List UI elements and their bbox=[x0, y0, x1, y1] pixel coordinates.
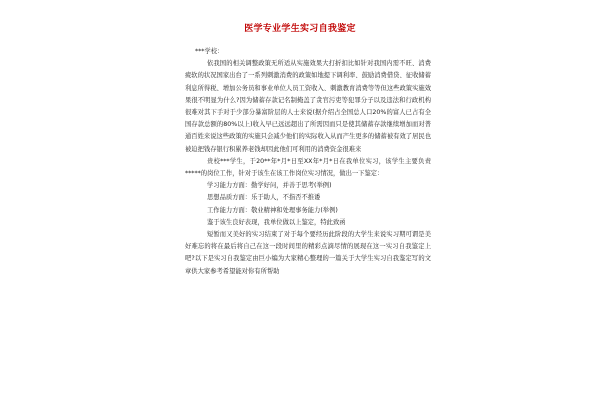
internship-paragraph: 贵校***学生，于20**年*月*日至XX年*月*日在我单位实习，该学生主要负责*****的岗位工作，针对于该生在该工作岗位实习情况，做出一下鉴定： bbox=[185, 157, 431, 178]
rating-character: 思想品质方面：乐于助人，不指否不推诿 bbox=[207, 194, 321, 202]
closing-paragraph: 短暂而又美好的实习结束了对于每个要经历此阶段的大学生来说实习期可谓是美好难忘的将在最后将自己在这一段时间里的精彩点滴尽情的展现在这一实习自我鉴定上吧?以下是实习自我鉴定由巨小编为大家精心整理的一篇关于大学生实习自我鉴定写的文章供大家参考希望能对你有所帮助 bbox=[185, 231, 431, 275]
rating-work: 工作能力方面：敬业精神和处理事务能力(举例) bbox=[207, 206, 338, 214]
rating-learning: 学习能力方面：勤学好问，并善于思考(举例) bbox=[207, 182, 332, 190]
document-body bbox=[185, 46, 431, 278]
rating-conclusion: 鉴于该生良好表现，我单位做以上鉴定，特此致函 bbox=[207, 218, 346, 226]
salutation: ***学校： bbox=[195, 48, 224, 55]
document-title: 医学专业学生实习自我鉴定 bbox=[244, 24, 356, 34]
intro-paragraph: 依我国的相关调整政策无所适从实施效果大打折扣比如针对我国内需不旺、消费疲软的状况国家出台了一系列刺激消费的政策如地提下调利率、鼓励消费借贷、征收储蓄利息所得税、增加公务员和事业单位人员工资收入、刺激教育消费等等但这些政策实施效果很不明显为什么?因为储蓄存款记名制掩盖了贪官污吏等犯罪分子以及违法和行政机构很难对其下手对于少部分暴富阶层的人士来说(据介绍占全国总人口20%的富人已占有全国存款总额的80%以上)收入早已远远超出了所需因而只是使其储蓄存款继续增加而对普通百姓来说这些政策的实施只会减少他们的实际收入从而产生更多的储蓄被有效了居民也被迫把钱存银行积累养老钱却因此他们可利用的消费资金很难来 bbox=[185, 60, 431, 153]
